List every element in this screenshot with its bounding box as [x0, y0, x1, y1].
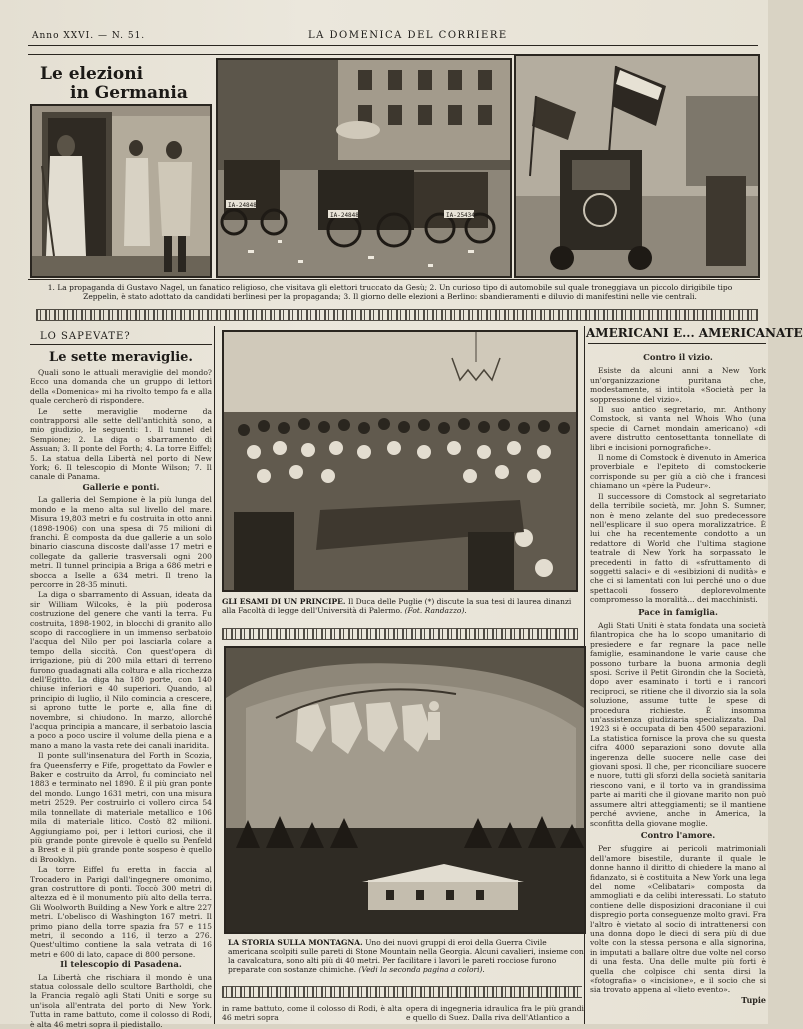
- stone-mountain-caption-text: Uno dei nuovi gruppi di eroi della Guerra Civile americana scolpiti sulle pareti di Stone Mountain nella Georgia. Alcuni cavalieri, insieme con la cavalcatura, sono alti più di 40 metri. Per facilitare i lavori le pareti rocciose furono preparate con sostanze chimiche.: [228, 938, 584, 974]
- photo-zeppelin-car: [216, 58, 512, 278]
- right-section-vizio: Contro il vizio.: [643, 353, 713, 363]
- prince-caption: [222, 597, 578, 625]
- right-title-rule: [588, 343, 766, 344]
- stone-mountain-caption: [228, 938, 584, 974]
- right-paragraph-5: Agli Stati Uniti è stata fondata una società filantropica che ha lo scopo umanitario di presiedere e far regnare la pace nelle famiglie, esaminandone le varie cause che possono turbare la buona armonia degli sposi. Scrive il Petit Girondin che la Società, dopo aver esaminato i torti e i rancori reciproci, se ritiene che il divorzio sia la sola soluzione, assume tutte le spese di procedura richieste. È insomma un'assistenza giudiziaria specializzata. Dal 1923 si è occupata di ben 4500 separazioni. La statistica fornisce la prova che su questa cifra 4000 separazioni sono dovute alla ingerenza delle suocere nelle case dei giovani sposi. Il che, per riconciliare suocere e nuore, tutti gli sforzi della società sanitaria riescono vani, e il torto va in grandissima parte ai mariti che il giovane marito non può assumere altri atteggiamenti; se il mantiene perché avviene, anche in America, la sconfitta della giovane moglie.: [590, 620, 766, 828]
- flag-car-illustration: [516, 56, 758, 276]
- prince-caption-title: GLI ESAMI DI UN PRINCIPE.: [222, 597, 346, 606]
- left-section-gallerie: Gallerie e ponti.: [82, 482, 160, 493]
- masthead: [28, 28, 758, 44]
- nagel-scene-illustration: [32, 106, 210, 276]
- photo-stone-mountain: [224, 646, 586, 934]
- stone-mountain-illustration: [226, 648, 584, 932]
- center-bottom-text-right: opera di ingegneria idraulica fra le più grandi e quello di Suez. Dalla riva dell'Atlantico a: [406, 1004, 584, 1023]
- left-paragraph-7: La Libertà che rischiara il mondo è una statua colossale dello scultore Bartholdi, che la Francia regalò agli Stati Uniti e sorge su un'isola all'entrata del porto di New York. Tutta in rame battuto, come il colosso di Rodi, è alta 46 metri sopra il piedistallo.: [30, 972, 212, 1029]
- column-divider-left: [214, 326, 215, 1024]
- issue-number: Anno XXVI. — N. 51.: [32, 31, 146, 41]
- exam-hall-illustration: [224, 332, 576, 590]
- left-paragraph-5: Il ponte sull'insenatura del Forth in Scozia, fra Queensferry e Fife, progettato da Fowler e Baker e costruito da Arrol, fu cominciato nel 1883 e terminato nel 1890. È il più gran ponte del mondo. Lungo 1631 metri, con una misura metri 2529. Per costruirlo ci vollero circa 54 mila tonnellate di materiale metallico e 106 mila di materiale litico. Costò 82 milioni. Aggiungiamo poi, per i lettori curiosi, che il più grande ponte girevole è quello su Penfeld a Brest e il più grande ponte sospeso è quello di Brooklyn.: [30, 751, 212, 864]
- right-paragraph-3: Il nome di Comstock è divenuto in America proverbiale e l'epiteto di comstockerie corrisponde su per giù a ciò che i francesi chiamano un «père la Pudeur».: [590, 453, 766, 491]
- right-column-text: [590, 352, 766, 1024]
- left-title: Le sette meraviglie.: [49, 350, 193, 365]
- decorative-border-top: [36, 309, 758, 321]
- left-paragraph-intro: Quali sono le attuali meraviglie del mondo? Ecco una domanda che un gruppo di lettori della «Domenica» mi ha rivolto tempo fa e alla quale cercherò di rispondere.: [30, 368, 212, 406]
- stone-mountain-caption-end: (Vedi la seconda pagina a colori).: [358, 965, 485, 974]
- left-kicker-rule: [30, 344, 212, 345]
- right-section-pace: Pace in famiglia.: [638, 607, 718, 618]
- plate-1: IA-24848: [228, 202, 257, 209]
- left-paragraph-3: La galleria del Sempione è la più lunga del mondo e la meno alta sul livello del mare. Misura 19,803 metri e fu costruita in otto anni (1898-1906) con una spesa di 75 milioni di franchi. È composta da due gallerie a un solo binario ciascuna discoste dall'asse 17 metri e collegate da gallerie trasversali ogni 200 metri. Il tunnel principia a Briga a 686 metri e sbocca a Iselle a 634 metri. Il treno la percorre in 28-35 minuti.: [30, 495, 212, 589]
- masthead-rule: [28, 45, 758, 46]
- plate-2: IA-24848: [330, 212, 359, 219]
- newspaper-title: LA DOMENICA DEL CORRIERE: [308, 30, 508, 41]
- left-kicker: LO SAPEVATE?: [40, 331, 131, 342]
- top-feature-caption: 1. La propaganda di Gustavo Nagel, un fanatico religioso, che visitava gli elettori truccato da Gesù; 2. Un curioso tipo di automobile sul quale troneggiava un piccolo dirigibile tipo Zeppelin, è stato adottato da candidati berlinesi per la propaganda; 3. Il giorno delle elezioni a Berlino: sbandieramenti e diluvio di manifestini nelle vie centrali.: [47, 283, 733, 301]
- right-paragraph-1: Esiste da alcuni anni a New York un'organizzazione puritana che, modestamente, si intitola «Società per la soppressione del vizio».: [590, 366, 766, 404]
- plate-3: IA-25434: [446, 212, 475, 219]
- left-paragraph-4: La diga o sbarramento di Assuan, ideata da sir William Wilcoks, è la più poderosa costruzione del genere che vanti la terra. Fu costruita, 1898-1902, in blocchi di granito allo scopo di raccogliere in un immenso serbatoio l'acqua del Nilo per poi lasciarla colare a tempo della siccità. Con quest'opera di irrigazione, più di 200 mila ettari di terreno furono guadagnati alla coltura e alla ricchezza dell'Egitto. La diga ha 180 porte, con 140 chiuse inferiori e 40 superiori. Quando, al principio di luglio, il Nilo comincia a crescere, si aprono tutte le porte e, alla fine di novembre, si chiudono. In marzo, allorché l'acqua principia a mancare, il serbatoio lascia a poco a poco uscire il volume della piena e a mano a mano la vasta rete dei canali inaridita.: [30, 590, 212, 750]
- feature-headline: [30, 58, 212, 104]
- right-paragraph-2: Il suo antico segretario, mr. Anthony Comstock, si vanta nel Whois Who (una specie di Carnet mondain americano) «di avere distrutto centosettanta tonnellate di libri e incisioni pornografiche».: [590, 405, 766, 452]
- photo-nagel-propaganda: [30, 104, 212, 278]
- right-signature: Tupie: [741, 994, 766, 1005]
- headline-line-2: in Germania: [70, 83, 188, 103]
- photo-election-day: [514, 54, 760, 278]
- street-scene-illustration: [218, 60, 510, 276]
- right-paragraph-6: Per sfuggire ai pericoli matrimoniali dell'amore bisestile, durante il quale le donne hanno il diritto di chiedere la mano al fidanzato, si è costituita a New York una lega del nome «Celibatari» composta da ammogliati e da celibi interessati. Lo statuto contiene delle disposizioni draconiane il cui dispregio porta conseguenze molto gravi. Fra l'altro è vietato al socio di intrattenersi con una donna dopo le dieci di sera più di due volte con la stessa persona e alla signorina, in imputati a ballare oltre due volte nel corso di una festa. Una delle multe più forti è quella che colpisce chi senta dirsi la «fotografia» o «incisione», e il socio che si sia trovato appena al «lieto evento».: [590, 844, 766, 995]
- photo-prince-exam: [222, 330, 578, 592]
- prince-caption-text: Il Duca delle Puglie (*) discute la sua tesi di laurea dinanzi alla Facoltà di legge dell'Università di Palermo.: [222, 597, 572, 615]
- center-bottom-text-left: in rame battuto, come il colosso di Rodi, è alta 46 metri sopra: [222, 1004, 402, 1023]
- left-column-text: [30, 368, 212, 1029]
- photo-bottom-rule: [28, 279, 760, 280]
- right-paragraph-4: Il successore di Comstock al segretariato della terribile società, mr. John S. Sumner, non è meno zelante del suo predecessore nell'esplicare il suo opera moralizzatrice. È lui che ha recentemente condotto a un redattore di World che l'ultima stagione teatrale di New York ha sorpassato le precedenti in fatto di «sfruttamento di soggetti salaci» e di «esibizioni di nudità» e che ci si lamentati con lui perché uno o due spettacoli fossero deplorevolmente compromesso la moralità... dei macchinisti.: [590, 491, 766, 605]
- right-section-amore: Contro l'amore.: [640, 830, 716, 841]
- left-section-telescopio: Il telescopio di Pasadena.: [60, 960, 182, 971]
- left-paragraph-2: Le sette meraviglie moderne da contrapporsi alle sette dell'antichità sono, a mio giudizio, le seguenti: 1. Il tunnel del Sempione; 2. La diga o sbarramento di Assuan; 3. Il ponte del Forth; 4. La torre Eiffel; 5. La statua della Libertà nel porto di New York; 6. Il telescopio di Monte Wilson; 7. Il canale di Panama.: [30, 406, 212, 482]
- stone-mountain-caption-title: LA STORIA SULLA MONTAGNA.: [228, 938, 363, 947]
- right-title: AMERICANI E... AMERICANATE: [586, 326, 803, 340]
- prince-photo-credit: (Fot. Randazzo).: [404, 606, 467, 615]
- decorative-border-center: [222, 628, 578, 640]
- left-paragraph-6: La torre Eiffel fu eretta in faccia al Trocadero in Parigi dall'ingegnere omonimo, gran costruttore di ponti. Toccò 300 metri di altezza ed è il monumento più alto della terra. Gli Woolworth Building a New York e altre 227 metri. L'obelisco di Washington 167 metri. Il primo piano della torre spazia fra 57 e 115 metri, il secondo a 116, il terzo a 276. Quest'ultimo contiene la sala vetrata di 16 metri e 600 di lato, capace di 800 persone.: [30, 865, 212, 959]
- decorative-border-bottom: [222, 986, 582, 998]
- headline-line-1: Le elezioni: [40, 64, 144, 84]
